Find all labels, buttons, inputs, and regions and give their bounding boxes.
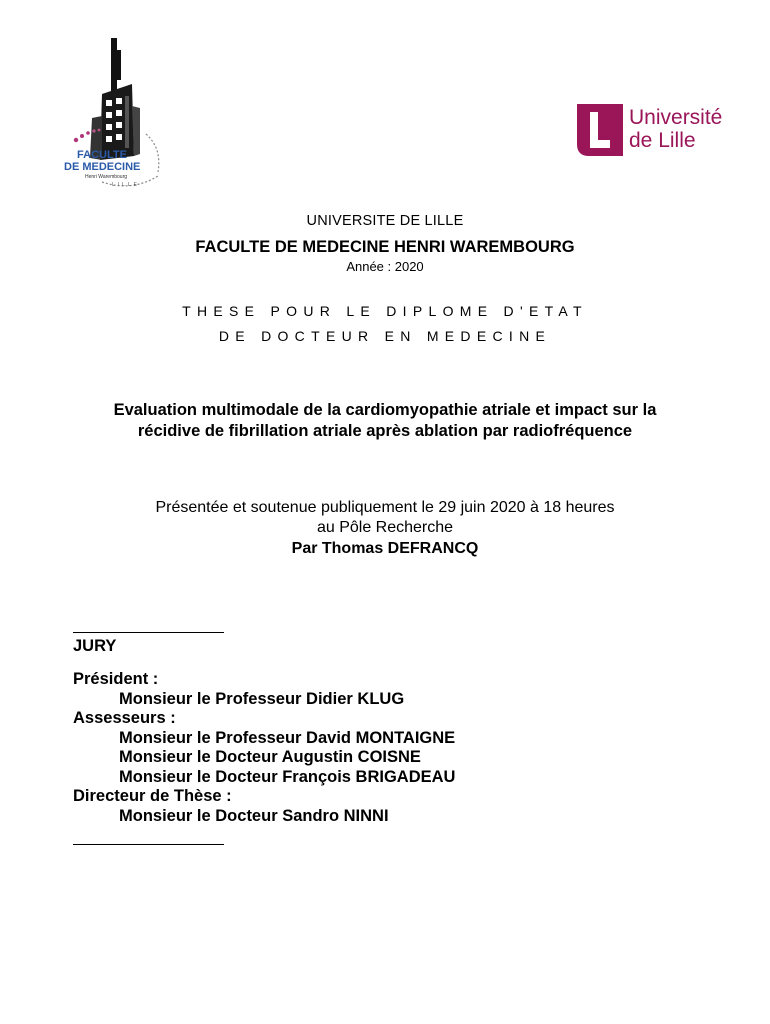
assessor-name: Monsieur le Docteur François BRIGADEAU bbox=[119, 768, 456, 786]
faculty-logo-line4: LILLE bbox=[111, 182, 141, 188]
university-name: UNIVERSITE DE LILLE bbox=[306, 213, 464, 229]
faculty-logo bbox=[62, 36, 172, 196]
assessors-label: Assesseurs : bbox=[73, 709, 176, 727]
director-label: Directeur de Thèse : bbox=[73, 787, 232, 805]
presentation-place: au Pôle Recherche bbox=[316, 519, 454, 536]
assessor-name: Monsieur le Docteur Augustin COISNE bbox=[119, 748, 421, 766]
director-name: Monsieur le Docteur Sandro NINNI bbox=[119, 807, 389, 825]
thesis-type-line1: THESE POUR LE DIPLOME D'ETAT bbox=[182, 303, 588, 319]
jury-bottom-rule bbox=[73, 844, 224, 845]
faculty-logo-line3: Henri Warembourg bbox=[84, 174, 128, 180]
assessor-name: Monsieur le Professeur David MONTAIGNE bbox=[119, 729, 456, 747]
university-logo-line2: de Lille bbox=[629, 129, 696, 152]
jury-heading: JURY bbox=[73, 637, 117, 655]
thesis-type-line2: DE DOCTEUR EN MEDECINE bbox=[218, 328, 552, 344]
jury-top-rule bbox=[73, 632, 224, 633]
faculty-logo-line1: FACULTE bbox=[77, 149, 127, 161]
thesis-title-line2: récidive de fibrillation atriale après ablation par radiofréquence bbox=[137, 422, 633, 440]
thesis-author: Par Thomas DEFRANCQ bbox=[291, 540, 479, 557]
thesis-title-line1: Evaluation multimodale de la cardiomyopathie atriale et impact sur la bbox=[113, 401, 657, 419]
university-logo-line1: Université bbox=[629, 106, 723, 129]
president-name: Monsieur le Professeur Didier KLUG bbox=[119, 690, 405, 708]
faculty-logo-line2: DE MEDECINE bbox=[64, 161, 141, 173]
university-emblem-icon bbox=[577, 104, 623, 156]
university-logo bbox=[577, 102, 747, 158]
academic-year: Année : 2020 bbox=[346, 259, 424, 274]
president-label: Président : bbox=[73, 670, 159, 688]
presentation-date: Présentée et soutenue publiquement le 29 juin 2020 à 18 heures bbox=[155, 499, 615, 516]
faculty-name: FACULTE DE MEDECINE HENRI WAREMBOURG bbox=[195, 238, 575, 256]
